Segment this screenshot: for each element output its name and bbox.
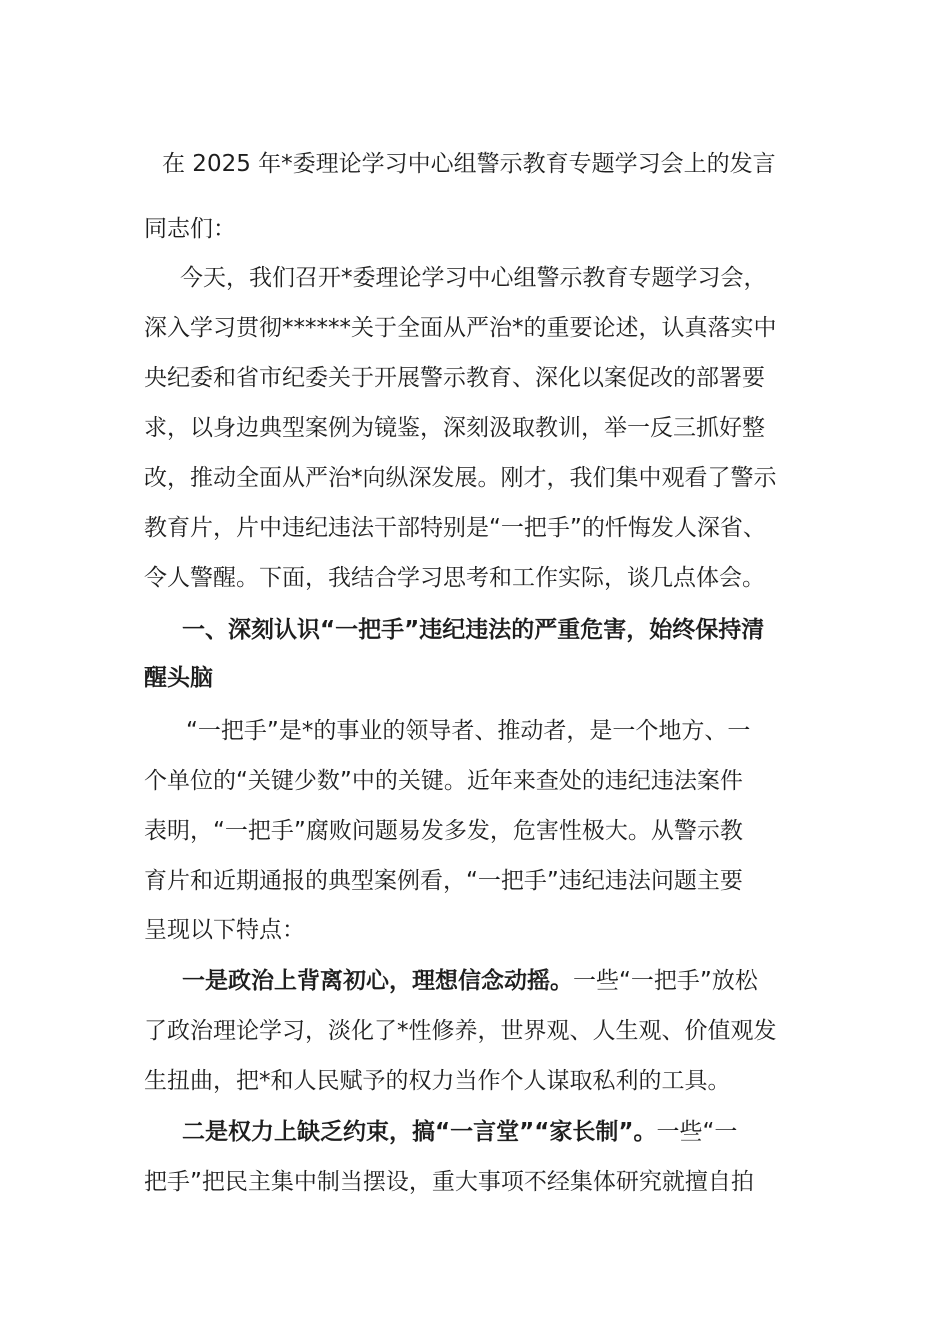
point1-bold-lead: 一是政治上背离初心，理想信念动摇。 — [182, 968, 573, 994]
salutation: 同志们： — [144, 216, 236, 242]
document-title: 在 2025 年*委理论学习中心组警示教育专题学习会上的发言 — [162, 151, 776, 177]
point2-rest: 一些“一 — [656, 1119, 738, 1145]
intro-line-5: 改，推动全面从严治*向纵深发展。刚才，我们集中观看了警示 — [144, 465, 777, 491]
section1-line-5: 呈现以下特点： — [144, 917, 305, 943]
intro-line-2: 深入学习贯彻******关于全面从严治*的重要论述，认真落实中 — [144, 315, 777, 341]
point2-bold-lead: 二是权力上缺乏约束，搞“一言堂”“家长制”。 — [182, 1119, 657, 1145]
section1-line-3: 表明，“一把手”腐败问题易发多发，危害性极大。从警示教 — [144, 818, 743, 844]
point1-line-1 — [182, 963, 758, 999]
intro-line-3: 央纪委和省市纪委关于开展警示教育、深化以案促改的部署要 — [144, 365, 765, 391]
point2-line-2: 把手”把民主集中制当摆设，重大事项不经集体研究就擅自拍 — [144, 1169, 754, 1195]
point1-rest: 一些“一把手”放松 — [573, 968, 758, 994]
intro-line-7: 令人警醒。下面，我结合学习思考和工作实际，谈几点体会。 — [144, 565, 765, 591]
intro-line-6: 教育片，片中违纪违法干部特别是“一把手”的忏悔发人深省、 — [144, 515, 766, 541]
section1-line-2: 个单位的“关键少数”中的关键。近年来查处的违纪违法案件 — [144, 768, 743, 794]
section1-line-1: “一把手”是*的事业的领导者、推动者，是一个地方、一 — [186, 718, 751, 744]
section1-line-4: 育片和近期通报的典型案例看，“一把手”违纪违法问题主要 — [144, 868, 743, 894]
section1-heading-line-1: 一、深刻认识“一把手”违纪违法的严重危害，始终保持清 — [182, 617, 765, 643]
intro-line-1: 今天，我们召开*委理论学习中心组警示教育专题学习会， — [180, 265, 767, 291]
intro-line-4: 求，以身边典型案例为镜鉴，深刻汲取教训，举一反三抓好整 — [144, 415, 765, 441]
point1-line-2: 了政治理论学习，淡化了*性修养，世界观、人生观、价值观发 — [144, 1018, 777, 1044]
section1-heading-line-2: 醒头脑 — [144, 665, 213, 691]
point1-line-3: 生扭曲，把*和人民赋予的权力当作个人谋取私利的工具。 — [144, 1068, 731, 1094]
point2-line-1 — [182, 1114, 737, 1150]
